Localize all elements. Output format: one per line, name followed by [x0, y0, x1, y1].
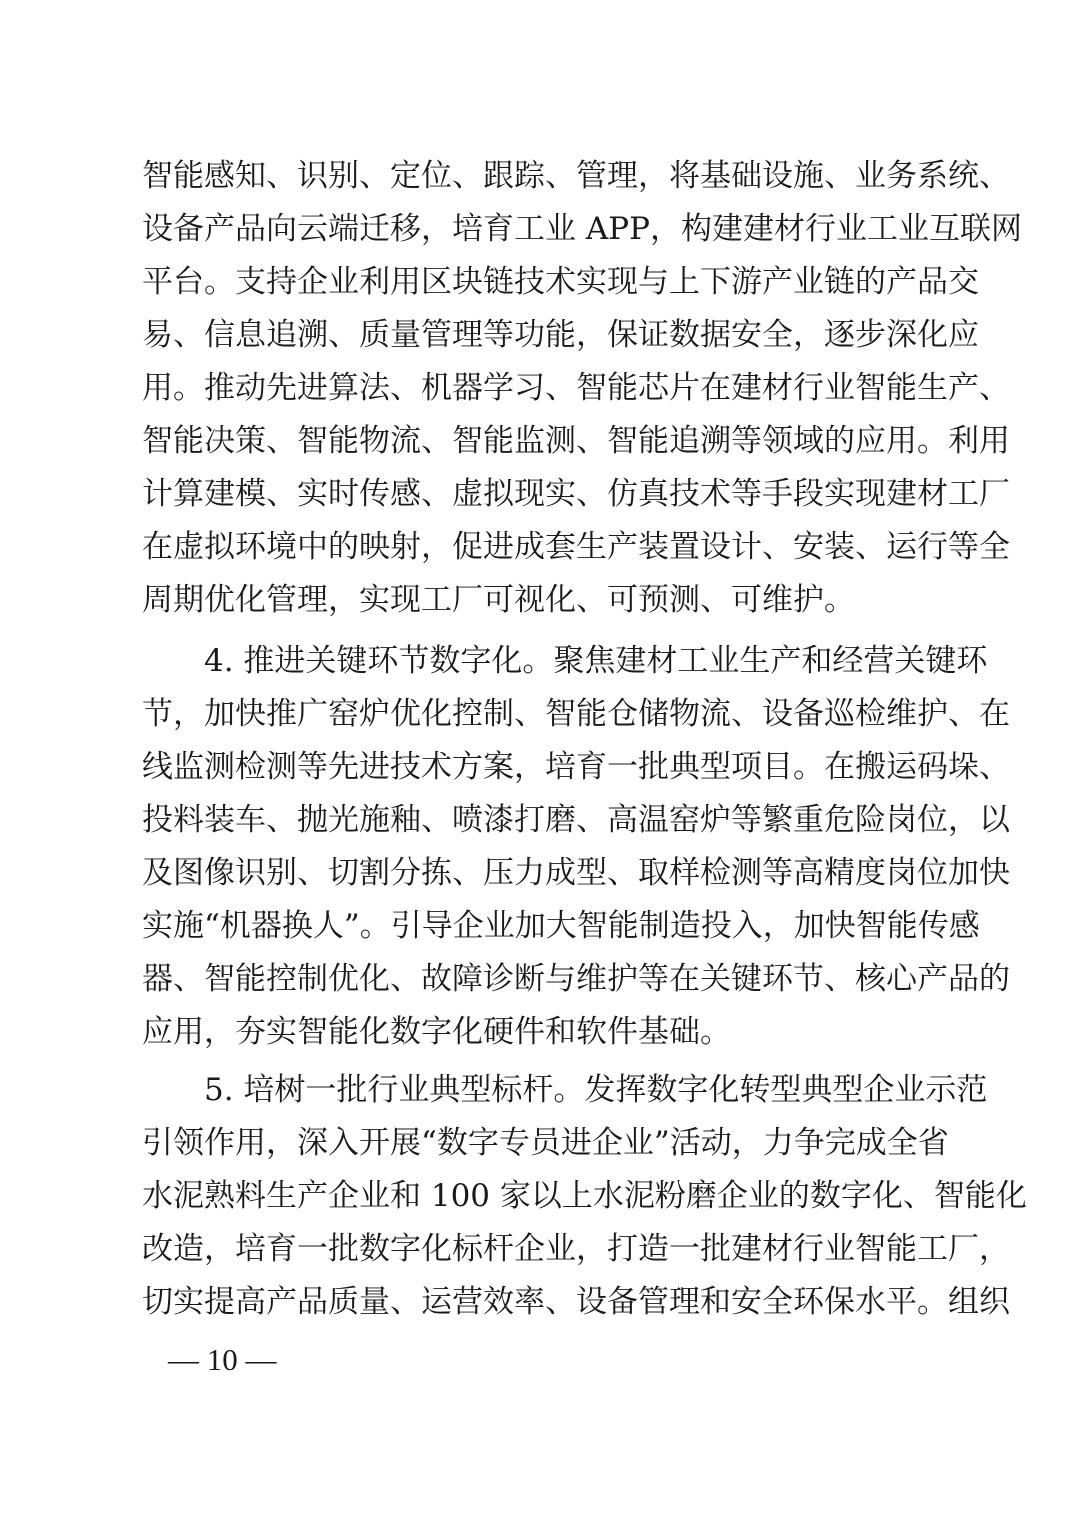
text-line: 设备产品向云端迁移，培育工业 APP，构建建材行业工业互联网: [142, 211, 1022, 247]
text-line: 及图像识别、切割分拣、压力成型、取样检测等高精度岗位加快: [142, 855, 1010, 891]
text-line: 易、信息追溯、质量管理等功能，保证数据安全，逐步深化应: [142, 317, 979, 353]
text-line: 计算建模、实时传感、虚拟现实、仿真技术等手段实现建材工厂: [142, 476, 1010, 512]
text-line: 用。推动先进算法、机器学习、智能芯片在建材行业智能生产、: [142, 370, 1010, 406]
text-line: 智能决策、智能物流、智能监测、智能追溯等领域的应用。利用: [142, 423, 1010, 459]
text-line: 水泥熟料生产企业和 100 家以上水泥粉磨企业的数字化、智能化: [142, 1178, 1027, 1214]
page-number: — 10 —: [168, 1342, 277, 1377]
text-line: 实施“机器换人”。引导企业加大智能制造投入，加快智能传感: [142, 908, 980, 944]
text-line: 节，加快推广窑炉优化控制、智能仓储物流、设备巡检维护、在: [142, 696, 1010, 732]
item-4-heading-line: 4. 推进关键环节数字化。聚焦建材工业生产和经营关键环: [204, 643, 988, 679]
text-line: 智能感知、识别、定位、跟踪、管理，将基础设施、业务系统、: [142, 158, 1010, 194]
text-line: 平台。支持企业利用区块链技术实现与上下游产业链的产品交: [142, 264, 979, 300]
text-line: 周期优化管理，实现工厂可视化、可预测、可维护。: [142, 582, 855, 618]
text-line: 器、智能控制优化、故障诊断与维护等在关键环节、核心产品的: [142, 961, 1010, 997]
text-line: 改造，培育一批数字化标杆企业，打造一批建材行业智能工厂，: [142, 1231, 1010, 1267]
item-5-heading-line: 5. 培树一批行业典型标杆。发挥数字化转型典型企业示范: [204, 1072, 988, 1108]
text-line: 线监测检测等先进技术方案，培育一批典型项目。在搬运码垛、: [142, 749, 1010, 785]
text-line: 应用，夯实智能化数字化硬件和软件基础。: [142, 1014, 731, 1050]
text-line: 投料装车、抛光施釉、喷漆打磨、高温窑炉等繁重危险岗位，以: [142, 802, 1010, 838]
text-line: 在虚拟环境中的映射，促进成套生产装置设计、安装、运行等全: [142, 529, 1010, 565]
text-line: 切实提高产品质量、运营效率、设备管理和安全环保水平。组织: [142, 1284, 1010, 1320]
text-line: 引领作用，深入开展“数字专员进企业”活动，力争完成全省: [142, 1125, 949, 1161]
